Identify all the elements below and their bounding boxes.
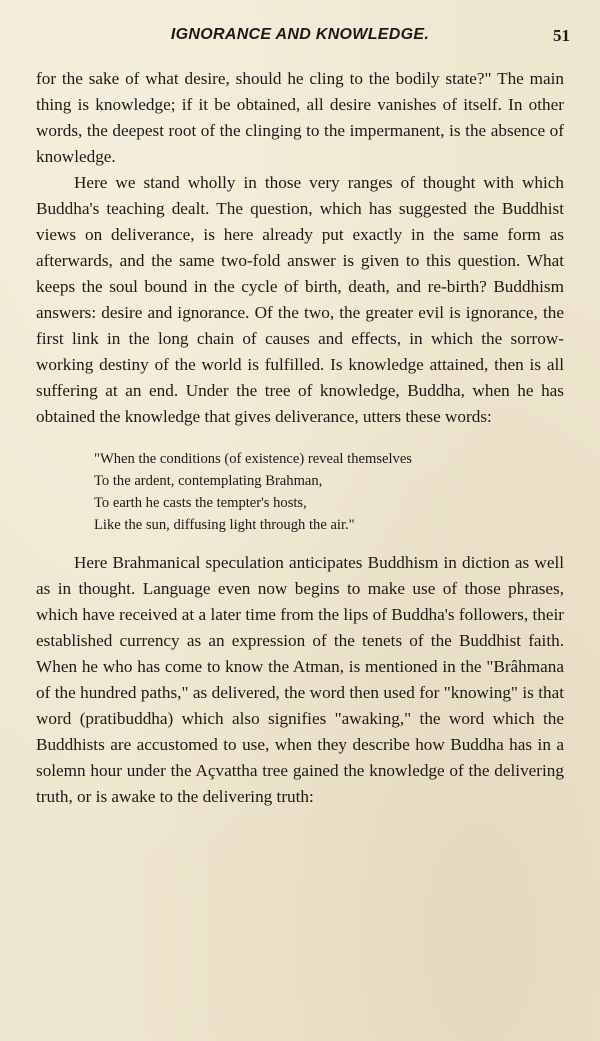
verse-line: To the ardent, contemplating Brahman, [94,473,323,489]
verse-quotation [36,448,564,536]
verse-line: "When the conditions (of existence) reveal themselves [94,451,412,467]
paragraph-buddhist-views: Here we stand wholly in those very ranges of thought with which Buddha's teaching dealt. The question, which has suggested the Buddhist views on deliverance, is here already put exactly in the same form as afterwards, and the same two-fold answer is given to this question. What keeps the soul bound in the cycle of birth, death, and re-birth? Buddhism answers: desire and ignorance. Of the two, the greater evil is ignorance, the first link in the long chain of causes and effects, in which the sorrow-working destiny of the world is fulfilled. Is knowledge attained, then is all suffering at an end. Under the tree of knowledge, Buddha, when he has obtained the knowledge that gives deliverance, utters these words: [36,173,564,426]
body-text [36,66,564,810]
verse-line: Like the sun, diffusing light through the air." [94,517,355,533]
page-number: 51 [553,26,570,45]
paragraph-brahmanical-speculation: Here Brahmanical speculation anticipates Buddhism in diction as well as in thought. Language even now begins to make use of those phrases, which have received at a later time from the lips of Buddha's followers, their established currency as an expression of the tenets of the Buddhist faith. When he who has come to know the Atman, is mentioned in the "Brâhmana of the hundred paths," as delivered, the word then used for "knowing" is that word (pratibuddha) which also signifies "awaking," the word which the Buddhists are accustomed to use, when they describe how Buddha has in a solemn hour under the Açvattha tree gained the knowledge of the delivering truth, or is awake to the delivering truth: [36,553,564,806]
verse-line: To earth he casts the tempter's hosts, [94,495,307,511]
paragraph-continuation: for the sake of what desire, should he cling to the bodily state?" The main thing is knowledge; if it be obtained, all desire vanishes of itself. In other words, the deepest root of the clinging to the impermanent, is the absence of knowledge. [36,69,564,166]
running-head [0,26,600,48]
chapter-title: IGNORANCE AND KNOWLEDGE. [170,26,430,43]
